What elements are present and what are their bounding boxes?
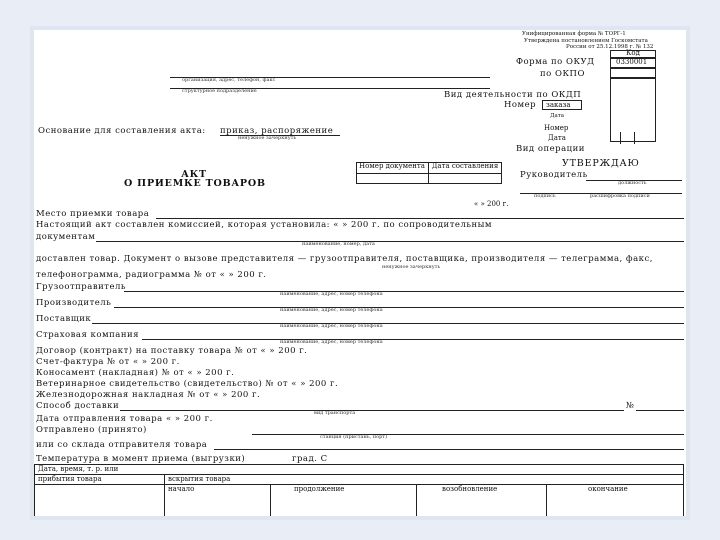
delivery-method-label: Способ доставки xyxy=(36,401,120,411)
doc-date-header: Дата составления xyxy=(431,162,499,170)
approved-label: Утверждена постановлением Госкомстата xyxy=(524,38,648,44)
insurer-label: Страховая компания xyxy=(36,330,140,340)
vet-text: Ветеринарное свидетельство (свидетельство) № от « » 200 г. xyxy=(36,379,339,389)
documents-label: документам xyxy=(36,232,96,242)
bottom-table-row1 xyxy=(34,474,684,475)
okpo-cell xyxy=(610,68,656,78)
supplier-store-line xyxy=(214,449,684,450)
approve-role: Руководитель xyxy=(520,170,588,180)
approved-date-label: России от 25.12.1998 г. № 132 xyxy=(566,44,654,50)
op-type-label: Вид операции xyxy=(516,144,585,154)
station-caption: станция (пристань, порт) xyxy=(320,434,388,440)
contract-text: Договор (контракт) на поставку товара № от « » 200 г. xyxy=(36,346,308,356)
bottom-table-row2 xyxy=(34,484,684,485)
sender-caption: наименование, адрес, номер телефона xyxy=(280,291,383,297)
temperature-unit: град. С xyxy=(292,454,328,464)
basis-caption: ненужное зачеркнуть xyxy=(238,135,297,141)
delivery-method-line xyxy=(120,410,624,411)
sender-line xyxy=(124,291,684,292)
number-label: Номер xyxy=(504,100,537,110)
continuation-header: продолжение xyxy=(294,485,345,493)
transport-caption: вид транспорта xyxy=(314,410,356,416)
transport-number: № xyxy=(626,401,635,411)
documents-caption: наименование, номер, дата xyxy=(302,241,375,247)
present-act: Настоящий акт составлен комиссией, которая установила: « » 200 г. по сопроводительным xyxy=(36,220,493,230)
doc-number-header: Номер документа xyxy=(359,162,425,170)
delivered-caption: ненужное зачеркнуть xyxy=(382,264,441,270)
number-short: Номер xyxy=(544,124,569,132)
delivered-text: доставлен товар. Документ о вызове представителя — грузоотправителя, поставщика, производителя — телеграмма, факс, xyxy=(36,254,653,264)
phonogram-text: телефонограмма, радиограмма № от « » 200 г. xyxy=(36,270,267,280)
bottom-table xyxy=(34,464,684,516)
date-label: Дата xyxy=(550,113,565,119)
date-divider-2 xyxy=(634,132,635,144)
approve-role-caption: должность xyxy=(618,180,647,186)
place-label: Место приемки товара xyxy=(36,209,150,219)
doc-table-row-line xyxy=(356,173,502,174)
dept-caption: структурное подразделение xyxy=(182,88,257,94)
okpo-label: по ОКПО xyxy=(540,69,585,79)
codes-column xyxy=(610,78,656,142)
sender-label: Грузоотправитель xyxy=(36,282,127,292)
waybill-text: Железнодорожная накладная № от « » 200 г. xyxy=(36,390,261,400)
bottom-table-col4 xyxy=(546,484,547,516)
okdp-label: Вид деятельности по ОКДП xyxy=(444,90,582,100)
start-header: начало xyxy=(168,485,195,493)
station-line xyxy=(252,434,684,435)
bottom-table-col2 xyxy=(270,484,271,516)
invoice-text: Счет-фактура № от « » 200 г. xyxy=(36,357,180,367)
bill-text: Коносамент (накладная) № от « » 200 г. xyxy=(36,368,235,378)
date-divider-1 xyxy=(620,132,621,144)
date-short: Дата xyxy=(548,134,566,142)
station-label: Отправлено (принято) xyxy=(36,425,147,435)
transport-number-line xyxy=(636,410,684,411)
finish-header: окончание xyxy=(588,485,628,493)
temperature-label: Температура в момент приема (выгрузки) xyxy=(36,454,246,464)
approve-date: « » 200 г. xyxy=(474,200,509,208)
insurer-line xyxy=(142,339,684,340)
producer-line xyxy=(114,307,684,308)
number-value: заказа xyxy=(546,101,571,109)
documents-line xyxy=(96,241,684,242)
insurer-caption: наименование, адрес, номер телефона xyxy=(280,339,383,345)
place-line xyxy=(156,218,684,219)
delivery-date-text: Дата отправления товара « » 200 г. xyxy=(36,414,213,424)
producer-caption: наименование, адрес, номер телефона xyxy=(280,307,383,313)
bottom-table-col3 xyxy=(416,484,417,516)
opening-header: вскрытия товара xyxy=(168,475,231,483)
supplier-line xyxy=(92,323,684,324)
code-label: Код xyxy=(626,49,640,57)
act-subtitle: О ПРИЕМКЕ ТОВАРОВ xyxy=(124,178,266,189)
okud-value: 0330001 xyxy=(616,58,648,66)
bottom-table-col1 xyxy=(164,474,165,516)
bottom-table-heading: Дата, время, т. р. или xyxy=(38,465,119,473)
supplier-store-text: или со склада отправителя товара xyxy=(36,440,208,450)
approve-sign-caption: подпись xyxy=(534,193,556,199)
unified-form-label: Унифицированная форма № ТОРГ-1 xyxy=(522,31,626,37)
act-title: АКТ xyxy=(181,169,207,180)
org-caption: организация, адрес, телефон, факс xyxy=(182,77,276,83)
basis-text: Основание для составления акта: xyxy=(38,126,206,136)
supplier-caption: наименование, адрес, номер телефона xyxy=(280,323,383,329)
approve-heading: УТВЕРЖДАЮ xyxy=(562,158,640,169)
supplier-label: Поставщик xyxy=(36,314,92,324)
basis-value: приказ, распоряжение xyxy=(220,126,334,136)
okud-label: Форма по ОКУД xyxy=(516,57,595,67)
producer-label: Производитель xyxy=(36,298,112,308)
document-page xyxy=(34,30,686,516)
resume-header: возобновление xyxy=(442,485,498,493)
approve-name-caption: расшифровка подписи xyxy=(590,193,650,199)
arrival-header: прибытия товара xyxy=(38,475,102,483)
